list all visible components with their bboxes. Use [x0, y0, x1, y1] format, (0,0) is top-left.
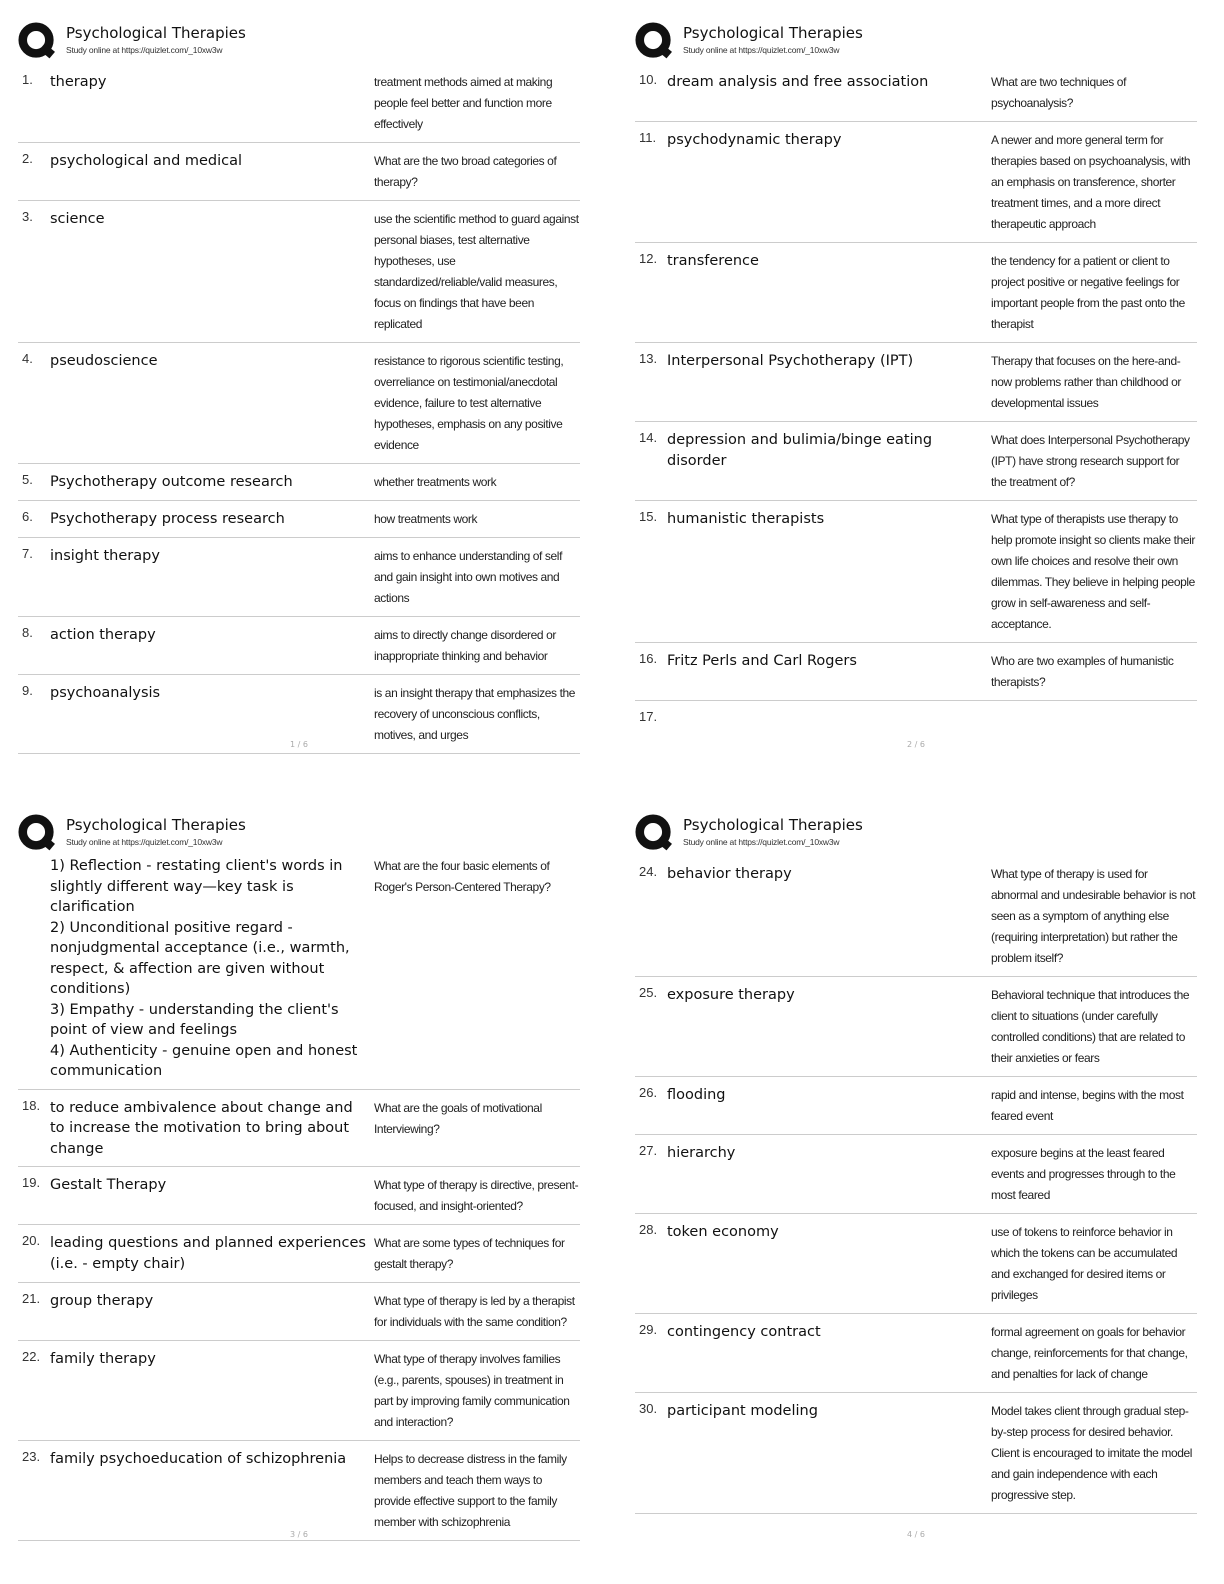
- table-row: [18, 64, 580, 143]
- term-text: participant modeling: [667, 1403, 818, 1419]
- term-number: 18.: [22, 1097, 41, 1113]
- term-number: 6.: [22, 509, 33, 524]
- table-row: [18, 1225, 580, 1283]
- definition-text: aims to directly change disordered or inappropriate thinking and behavior: [374, 628, 556, 663]
- quizlet-logo-icon: [18, 22, 56, 60]
- table-row: [18, 464, 580, 501]
- term-number: 26.: [639, 1085, 658, 1100]
- definition-text: What type of therapy is used for abnormal and undesirable behavior is not seen as a symptom of anything else (requiring interpretation) but rather the problem itself?: [991, 867, 1196, 965]
- table-row: [635, 343, 1197, 422]
- term-text: psychoanalysis: [50, 685, 161, 701]
- page-number: 3 / 6: [290, 1530, 308, 1539]
- term-number: [18, 856, 50, 1082]
- definition-text: What type of therapy is directive, present-focused, and insight-oriented?: [374, 1178, 579, 1213]
- page-title: Psychological Therapies: [66, 816, 246, 834]
- term-number: 22.: [22, 1349, 41, 1364]
- flashcard-page-3: [18, 810, 580, 1541]
- table-row: [635, 1214, 1197, 1314]
- page-title: Psychological Therapies: [683, 24, 863, 42]
- term-text: family psychoeducation of schizophrenia: [50, 1451, 347, 1467]
- page-header: [18, 810, 580, 854]
- term-text: dream analysis and free association: [667, 74, 929, 90]
- term-number: 7.: [22, 546, 33, 561]
- table-row: [635, 1077, 1197, 1135]
- table-row: [635, 856, 1197, 977]
- term-text: Psychotherapy process research: [50, 511, 285, 527]
- definition-text: Behavioral technique that introduces the client to situations (under carefully controlled conditions) that are related to their anxieties or fears: [991, 988, 1190, 1065]
- definition-text: What are the goals of motivational Interviewing?: [374, 1100, 542, 1136]
- term-text: leading questions and planned experiences (i.e. - empty chair): [50, 1235, 366, 1272]
- term-number: 16.: [639, 651, 658, 666]
- definition-text: Who are two examples of humanistic therapists?: [991, 654, 1174, 689]
- table-row: [635, 701, 1197, 731]
- page-number: 4 / 6: [907, 1530, 925, 1539]
- definition-text: A newer and more general term for therapies based on psychoanalysis, with an emphasis on transference, shorter treatment times, and a more direct therapeutic approach: [991, 133, 1191, 231]
- term-list: [635, 856, 1197, 1514]
- table-row: [635, 501, 1197, 643]
- term-text: Gestalt Therapy: [50, 1177, 167, 1193]
- table-row: [18, 343, 580, 464]
- table-row: [635, 122, 1197, 243]
- definition-text: use of tokens to reinforce behavior in which the tokens can be accumulated and exchanged for desired items or privileges: [991, 1225, 1178, 1302]
- term-number: 5.: [22, 472, 33, 487]
- term-text: Fritz Perls and Carl Rogers: [667, 653, 857, 669]
- term-number: 3.: [22, 209, 33, 224]
- term-number: 10.: [639, 72, 658, 87]
- term-text: psychodynamic therapy: [667, 132, 842, 148]
- term-number: 12.: [639, 251, 658, 266]
- study-link[interactable]: Study online at https://quizlet.com/_10xw3w: [683, 45, 840, 55]
- term-text: token economy: [667, 1224, 779, 1240]
- term-number: 20.: [22, 1233, 41, 1248]
- term-number: 17.: [639, 709, 658, 724]
- table-row: [635, 1314, 1197, 1393]
- definition-text: Model takes client through gradual step-by-step process for desired behavior. Client is encouraged to imitate the model and gain independence with each progressive step.: [991, 1404, 1193, 1502]
- table-row: [635, 243, 1197, 343]
- definition-text: What are two techniques of psychoanalysis?: [991, 75, 1127, 110]
- definition-text: What type of therapy is led by a therapist for individuals with the same condition?: [374, 1294, 575, 1329]
- term-text: [667, 709, 991, 724]
- definition-text: treatment methods aimed at making people feel better and function more effectively: [374, 75, 553, 131]
- definition-text: aims to enhance understanding of self and gain insight into own motives and actions: [374, 549, 562, 605]
- quizlet-logo-icon: [635, 814, 673, 852]
- term-text: transference: [667, 253, 759, 269]
- definition-text: exposure begins at the least feared events and progresses through to the most feared: [991, 1146, 1176, 1202]
- term-text: group therapy: [50, 1293, 154, 1309]
- page-header: [18, 18, 580, 62]
- term-number: 4.: [22, 351, 33, 366]
- flashcard-page-4: [635, 810, 1197, 1539]
- term-number: 28.: [639, 1222, 658, 1237]
- definition-text: What are the two broad categories of therapy?: [374, 154, 557, 189]
- term-text: insight therapy: [50, 548, 160, 564]
- term-text: depression and bulimia/binge eating disorder: [667, 432, 933, 469]
- definition-text: Helps to decrease distress in the family members and teach them ways to provide effective support to the family member with schizophrenia: [374, 1452, 567, 1529]
- term-text: family therapy: [50, 1351, 156, 1367]
- table-row: [18, 1441, 580, 1541]
- page-title: Psychological Therapies: [683, 816, 863, 834]
- term-text: contingency contract: [667, 1324, 821, 1340]
- term-text: Psychotherapy outcome research: [50, 474, 293, 490]
- flashcard-page-2: [635, 18, 1197, 749]
- study-link[interactable]: Study online at https://quizlet.com/_10xw3w: [683, 837, 840, 847]
- term-number: 30.: [639, 1401, 658, 1416]
- term-number: 1.: [22, 72, 33, 87]
- definition-text: is an insight therapy that emphasizes the recovery of unconscious conflicts, motives, and urges: [374, 686, 576, 742]
- term-text: therapy: [50, 74, 107, 90]
- definition-text: use the scientific method to guard against personal biases, test alternative hypotheses, use standardized/reliable/valid measures, focus on findings that have been replicated: [374, 212, 579, 331]
- term-number: 2.: [22, 151, 33, 166]
- term-text: flooding: [667, 1087, 726, 1103]
- table-row: [18, 617, 580, 675]
- definition-text: resistance to rigorous scientific testing, overreliance on testimonial/anecdotal evidence, failure to test alternative hypotheses, emphasis on any positive evidence: [374, 354, 564, 452]
- table-row: [18, 501, 580, 538]
- table-row: [18, 856, 580, 1090]
- definition-text: What are the four basic elements of Roger's Person-Centered Therapy?: [374, 859, 551, 894]
- term-text: psychological and medical: [50, 153, 243, 169]
- term-text: to reduce ambivalence about change and to increase the motivation to bring about change: [50, 1099, 353, 1157]
- table-row: [18, 1283, 580, 1341]
- term-text: action therapy: [50, 627, 156, 643]
- term-number: 19.: [22, 1175, 41, 1190]
- table-row: [635, 64, 1197, 122]
- page-number: 1 / 6: [290, 740, 308, 749]
- term-number: 25.: [639, 985, 658, 1000]
- term-number: 29.: [639, 1322, 658, 1337]
- definition-text: What are some types of techniques for gestalt therapy?: [374, 1236, 565, 1271]
- table-row: [18, 1167, 580, 1225]
- table-row: [18, 538, 580, 617]
- term-number: 15.: [639, 509, 658, 524]
- study-link[interactable]: Study online at https://quizlet.com/_10xw3w: [66, 837, 223, 847]
- study-link[interactable]: Study online at https://quizlet.com/_10xw3w: [66, 45, 223, 55]
- page-title: Psychological Therapies: [66, 24, 246, 42]
- definition-text: formal agreement on goals for behavior change, reinforcements for that change, and penalties for lack of change: [991, 1325, 1188, 1381]
- term-list: [18, 64, 580, 754]
- term-number: 14.: [639, 430, 658, 445]
- page-number: 2 / 6: [907, 740, 925, 749]
- term-number: 9.: [22, 683, 33, 698]
- term-text: hierarchy: [667, 1145, 736, 1161]
- term-number: 13.: [639, 351, 658, 366]
- quizlet-logo-icon: [635, 22, 673, 60]
- term-text: pseudoscience: [50, 353, 158, 369]
- term-text: humanistic therapists: [667, 511, 825, 527]
- term-number: 11.: [639, 130, 657, 145]
- table-row: [635, 977, 1197, 1077]
- term-list: [18, 856, 580, 1541]
- table-row: [18, 1341, 580, 1441]
- quizlet-logo-icon: [18, 814, 56, 852]
- page-header: [635, 18, 1197, 62]
- table-row: [18, 1090, 580, 1168]
- definition-text: whether treatments work: [374, 475, 497, 489]
- definition-text: rapid and intense, begins with the most feared event: [991, 1088, 1184, 1123]
- page-header: [635, 810, 1197, 854]
- term-number: 24.: [639, 864, 658, 879]
- flashcard-page-1: [18, 18, 580, 754]
- term-number: 27.: [639, 1143, 658, 1158]
- definition-text: What type of therapy involves families (e.g., parents, spouses) in treatment in part by improving family communication and interaction?: [374, 1352, 570, 1429]
- table-row: [635, 1393, 1197, 1514]
- table-row: [635, 1135, 1197, 1214]
- term-number: 21.: [22, 1291, 41, 1306]
- term-text: science: [50, 211, 105, 227]
- definition-text: the tendency for a patient or client to project positive or negative feelings for important people from the past onto the therapist: [991, 254, 1185, 331]
- term-text: exposure therapy: [667, 987, 795, 1003]
- term-text: behavior therapy: [667, 866, 792, 882]
- table-row: [18, 201, 580, 343]
- term-text: Interpersonal Psychotherapy (IPT): [667, 353, 914, 369]
- term-number: 8.: [22, 625, 33, 640]
- definition-text: Therapy that focuses on the here-and-now problems rather than childhood or developmental issues: [991, 354, 1181, 410]
- term-number: 23.: [22, 1449, 41, 1464]
- table-row: [635, 422, 1197, 501]
- table-row: [18, 143, 580, 201]
- definition-text: how treatments work: [374, 512, 478, 526]
- definition-text: What type of therapists use therapy to help promote insight so clients make their own life choices and resolve their own dilemmas. They believe in helping people grow in self-awareness and self-acceptance.: [991, 512, 1195, 631]
- table-row: [635, 643, 1197, 701]
- term-text: 1) Reflection - restating client's words in slightly different way—key task is clarification 2) Unconditional positive regard - nonjudgmental acceptance (i.e., warmth, respect, & affection are given without conditions) 3) Empathy - understanding the client's point of view and feelings 4) Authenticity - genuine open and honest communication: [50, 858, 358, 1079]
- definition-text: [991, 709, 1197, 724]
- term-list: [635, 64, 1197, 731]
- definition-text: What does Interpersonal Psychotherapy (IPT) have strong research support for the treatment of?: [991, 433, 1190, 489]
